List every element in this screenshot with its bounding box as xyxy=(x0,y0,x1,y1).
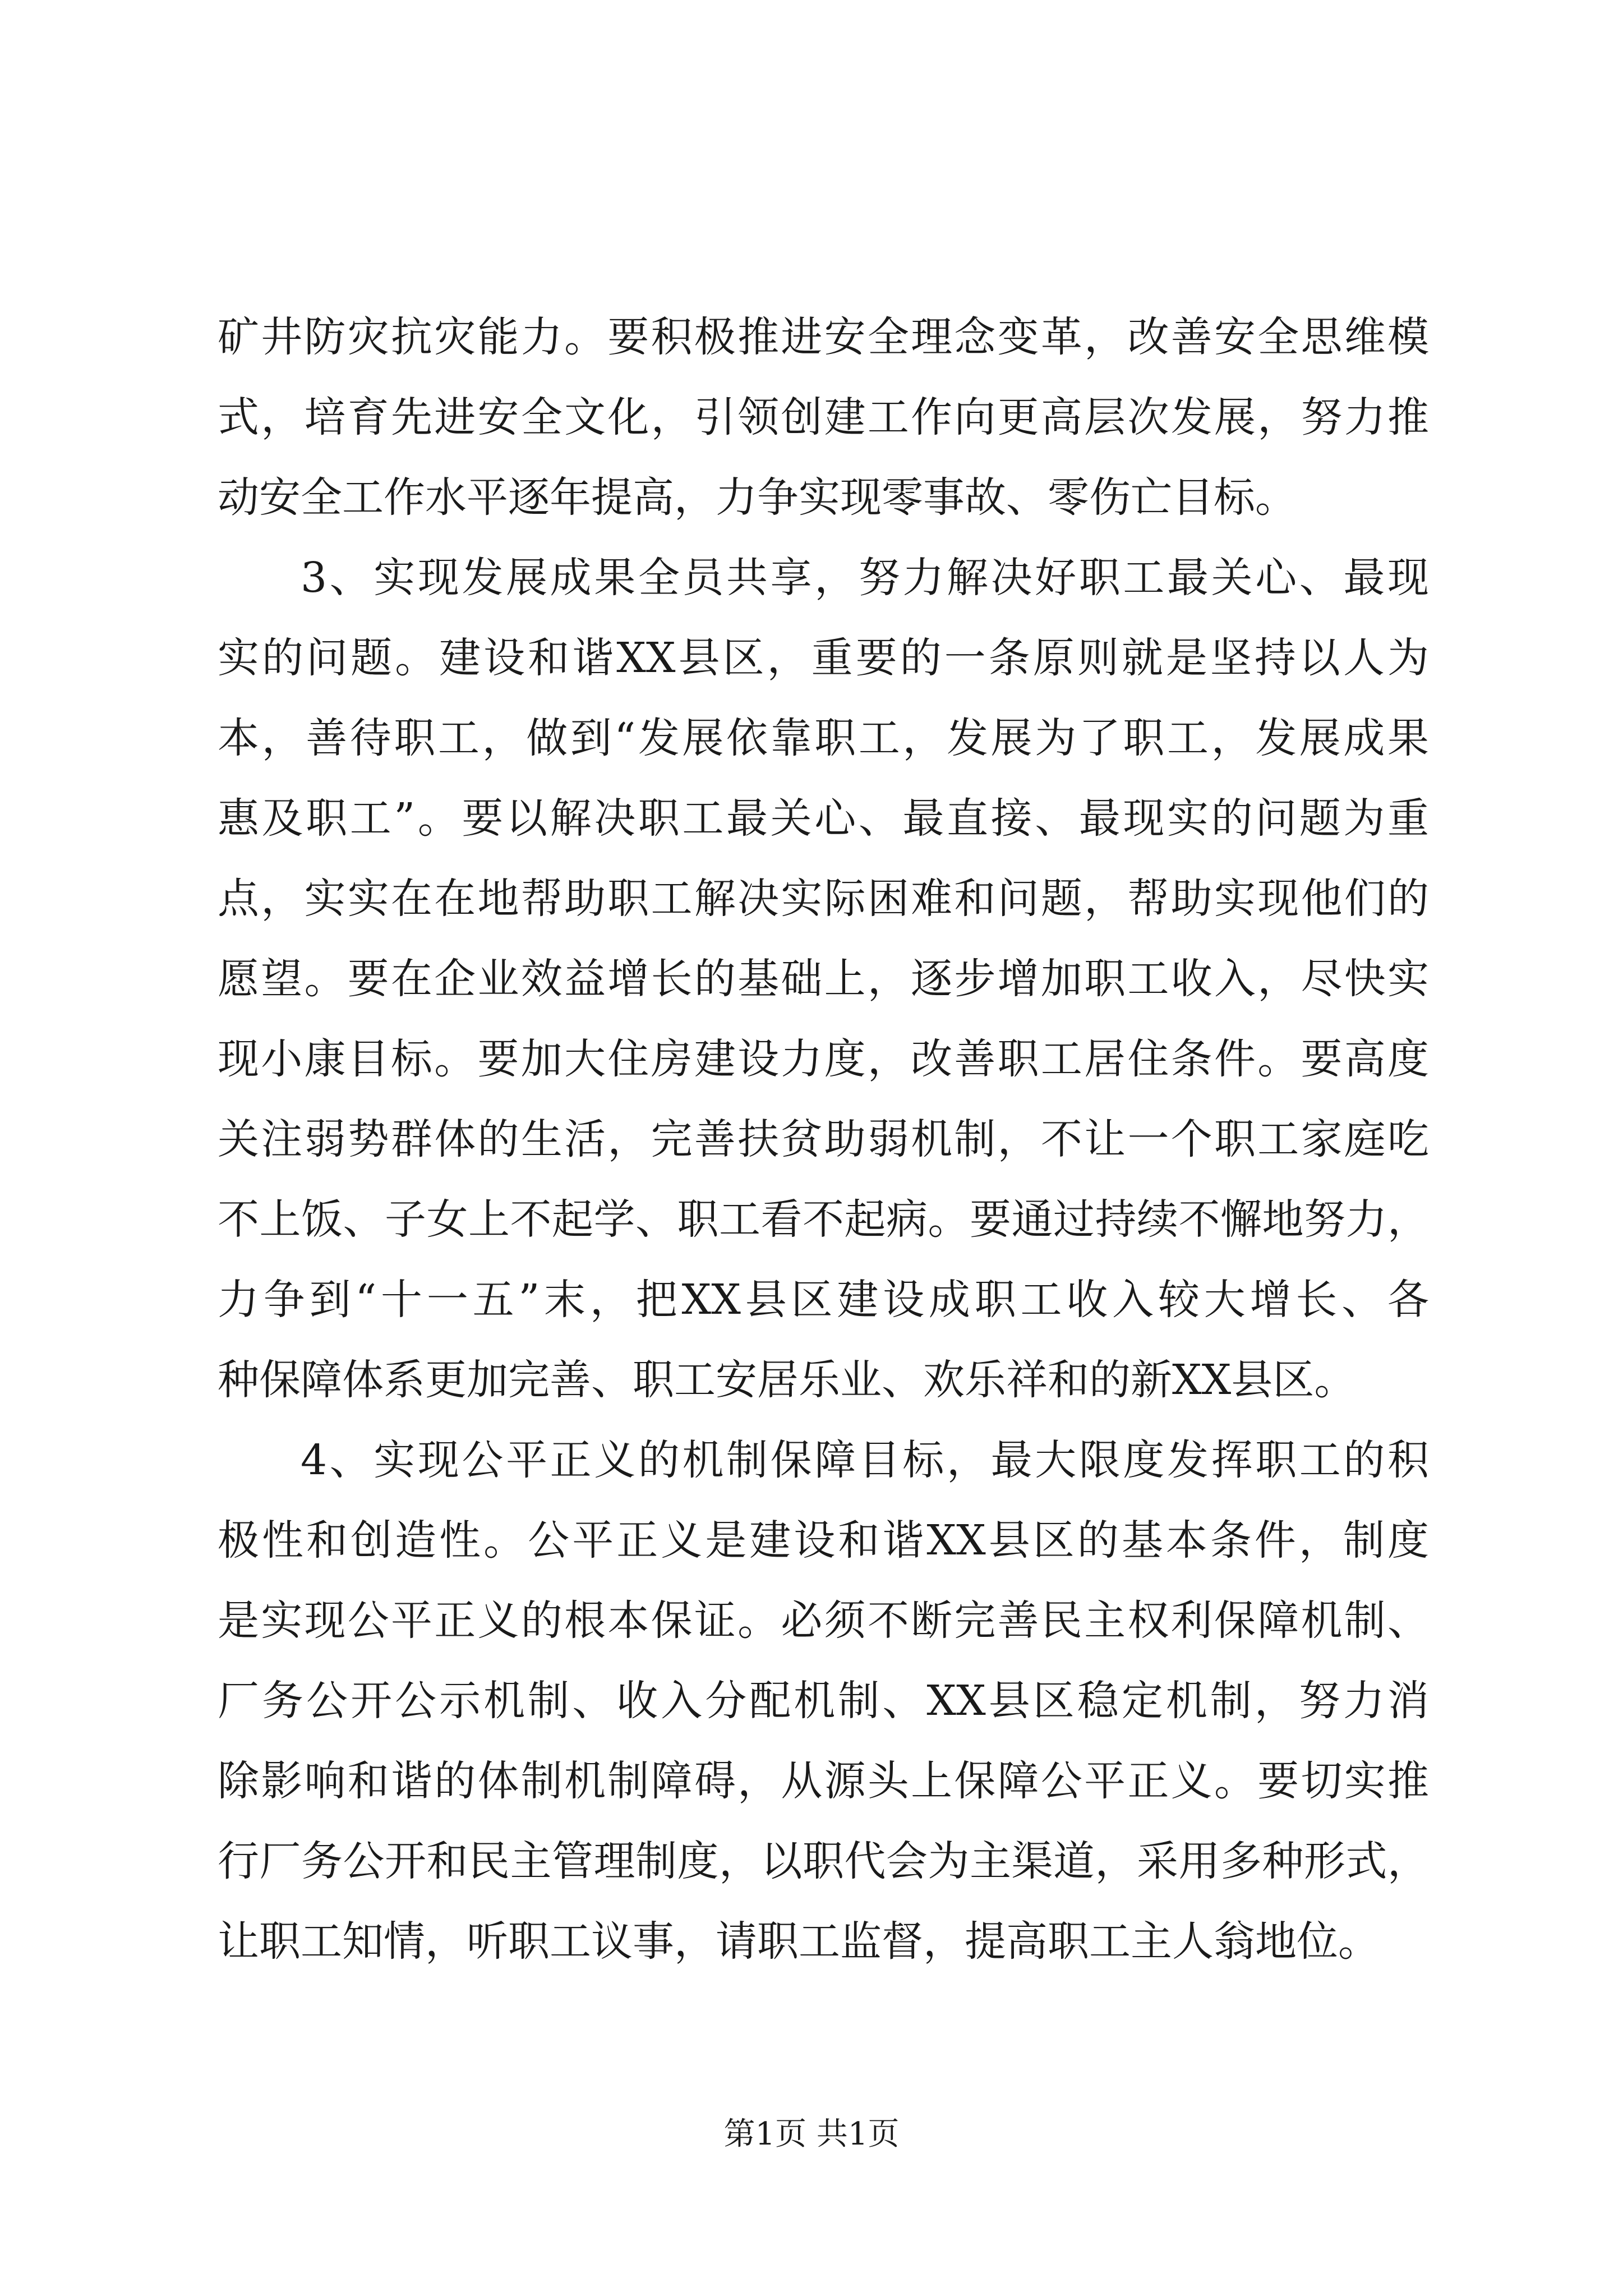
text-line: 关注弱势群体的生活，完善扶贫助弱机制，不让一个职工家庭吃 xyxy=(218,1115,1429,1163)
body-text xyxy=(218,297,1429,1982)
text-line: 让职工知情，听职工议事，请职工监督，提高职工主人翁地位。 xyxy=(218,1917,1380,1966)
text-line: 力争到“十一五”末，把XX县区建设成职工收入较大增长、各 xyxy=(218,1276,1429,1324)
text-line: 种保障体系更加完善、职工安居乐业、欢乐祥和的新XX县区。 xyxy=(218,1356,1356,1404)
paragraph-4-first-line: 4、实现公平正义的机制保障目标，最大限度发挥职工的积 xyxy=(301,1436,1429,1484)
text-line: 式，培育先进安全文化，引领创建工作向更高层次发展，努力推 xyxy=(218,393,1429,441)
text-line: 点，实实在在地帮助职工解决实际困难和问题，帮助实现他们的 xyxy=(218,875,1429,923)
text-line: 动安全工作水平逐年提高，力争实现零事故、零伤亡目标。 xyxy=(218,473,1297,522)
paragraph-3-first-line: 3、实现发展成果全员共享，努力解决好职工最关心、最现 xyxy=(301,554,1429,602)
text-line: 现小康目标。要加大住房建设力度，改善职工居住条件。要高度 xyxy=(218,1035,1429,1083)
text-line: 愿望。要在企业效益增长的基础上，逐步增加职工收入，尽快实 xyxy=(218,955,1429,1003)
text-line: 极性和创造性。公平正义是建设和谐XX县区的基本条件，制度 xyxy=(218,1516,1429,1565)
text-line: 行厂务公开和民主管理制度，以职代会为主渠道，采用多种形式， xyxy=(218,1837,1429,1885)
text-line: 实的问题。建设和谐XX县区，重要的一条原则就是坚持以人为 xyxy=(218,634,1429,682)
page-number-label: 第1页 共1页 xyxy=(723,2116,900,2152)
text-line: 不上饭、子女上不起学、职工看不起病。要通过持续不懈地努力， xyxy=(218,1195,1429,1244)
text-line: 厂务公开公示机制、收入分配机制、XX县区稳定机制，努力消 xyxy=(218,1677,1429,1725)
text-line: 本，善待职工，做到“发展依靠职工，发展为了职工，发展成果 xyxy=(218,714,1429,762)
text-line: 除影响和谐的体制机制障碍，从源头上保障公平正义。要切实推 xyxy=(218,1757,1429,1805)
text-line: 矿井防灾抗灾能力。要积极推进安全理念变革，改善安全思维模 xyxy=(218,313,1429,361)
text-line: 惠及职工”。要以解决职工最关心、最直接、最现实的问题为重 xyxy=(218,794,1429,843)
page-footer xyxy=(0,2115,1623,2154)
text-line: 是实现公平正义的根本保证。必须不断完善民主权利保障机制、 xyxy=(218,1596,1429,1645)
